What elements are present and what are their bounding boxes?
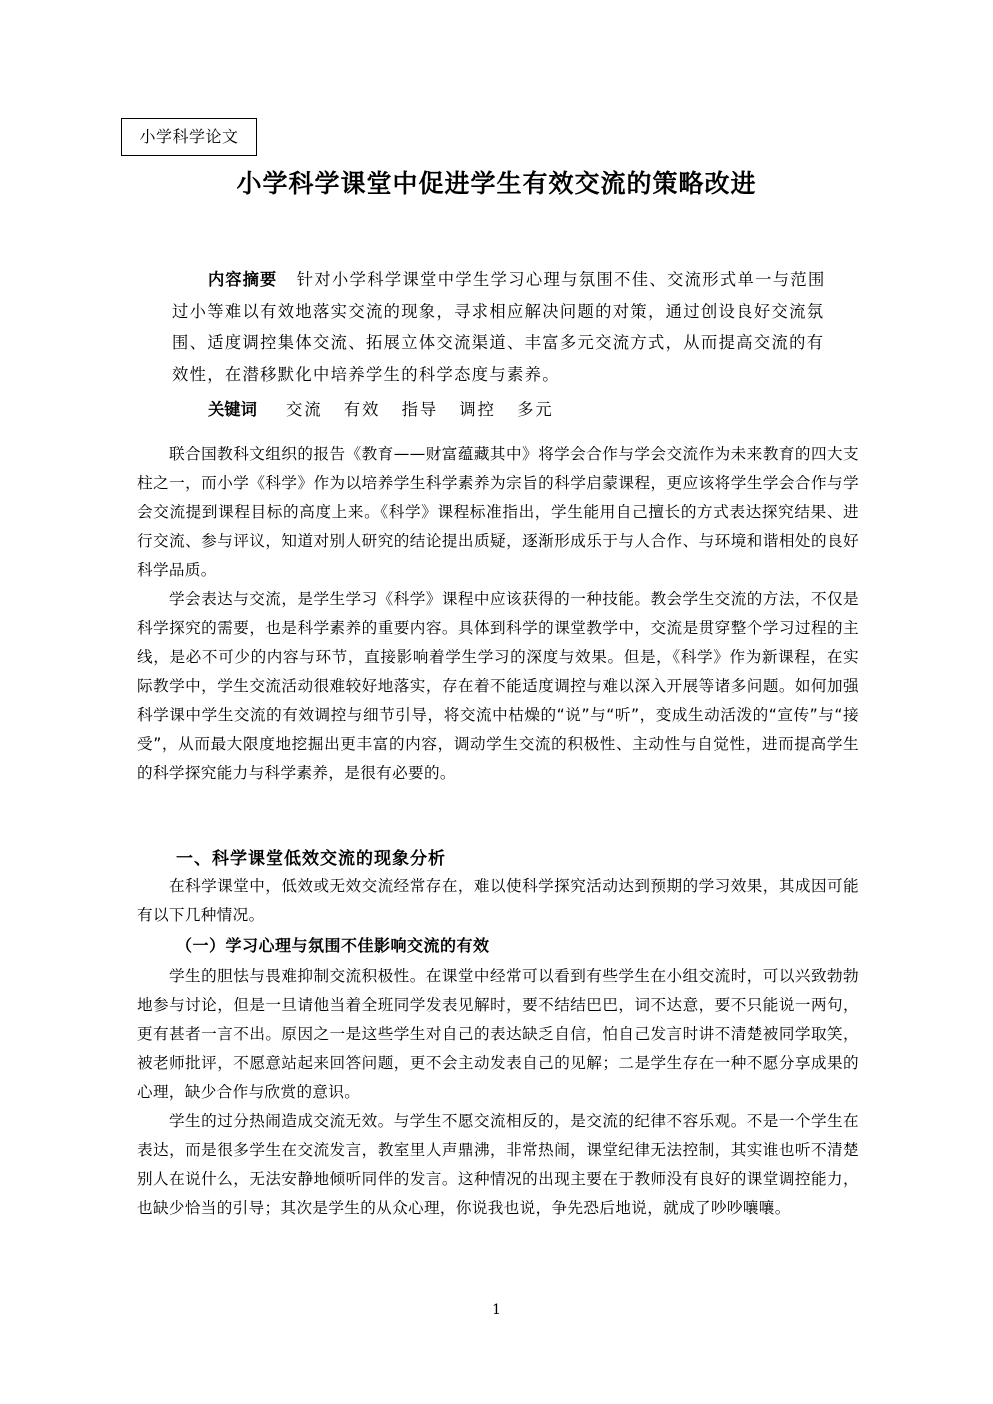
- subsection-heading: （一）学习心理与氛围不佳影响交流的有效: [176, 936, 490, 955]
- body-intro: [137, 440, 859, 788]
- keywords: [208, 396, 570, 420]
- paragraph-lead: 学生的过分热闹造成交流无效。: [169, 1112, 394, 1130]
- paragraph: 联合国教科文组织的报告《教育——财富蕴藏其中》将学会合作与学会交流作为未来教育的四大支柱之一，而小学《科学》作为以培养学生科学素养为宗旨的科学启蒙课程，更应该将学生学会合作与学会交流提到课程目标的高度上来。《科学》课程标准指出，学生能用自己擅长的方式表达探究结果、进行交流、参与评议，知道对别人研究的结论提出质疑，逐渐形成乐于与人合作、与环境和谐相处的良好科学品质。: [137, 445, 859, 579]
- paragraph-text: 与学生不愿交流相反的，是交流的纪律不容乐观。不是一个学生在表达，而是很多学生在交流发言，教室里人声鼎沸，非常热闹，课堂纪律无法控制，其实谁也听不清楚别人在说什么，无法安静地倾听同伴的发言。这种情况的出现主要在于教师没有良好的课堂调控能力，也缺少恰当的引导；其次是学生的从众心理，你说我也说，争先恐后地说，就成了吵吵嚷嚷。: [137, 1112, 859, 1217]
- keyword: 指导: [401, 400, 439, 419]
- keyword: 多元: [517, 400, 554, 419]
- abstract-text: 针对小学科学课堂中学生学习心理与氛围不佳、交流形式单一与范围: [296, 270, 826, 289]
- category-tag: 小学科学论文: [121, 118, 257, 156]
- page-number: 1: [492, 1302, 501, 1318]
- abstract-line: 效性，在潜移默化中培养学生的科学态度与素养。: [172, 364, 560, 384]
- abstract-line: [172, 264, 832, 296]
- subsection-body: [137, 962, 859, 1223]
- abstract-line: 围、适度调控集体交流、拓展立体交流渠道、丰富多元交流方式，从而提高交流的有: [172, 333, 825, 352]
- paragraph: 学会表达与交流，是学生学习《科学》课程中应该获得的一种技能。教会学生交流的方法，不仅是科学探究的需要，也是科学素养的重要内容。具体到科学的课堂教学中，交流是贯穿整个学习过程的主线，是必不可少的内容与环节，直接影响着学生学习的深度与效果。但是，《科学》作为新课程，在实际教学中，学生交流活动很难较好地落实，存在着不能适度调控与难以深入开展等诸多问题。如何加强科学课中学生交流的有效调控与细节引导，将交流中枯燥的“说”与“听”，变成生动活泼的“宣传”与“接受”，从而最大限度地挖掘出更丰富的内容，调动学生交流的积极性、主动性与自觉性，进而提高学生的科学探究能力与科学素养，是很有必要的。: [137, 590, 859, 782]
- section-intro: [137, 872, 859, 930]
- page-title: 小学科学课堂中促进学生有效交流的策略改进: [236, 169, 757, 198]
- paragraph-lead: 学生的胆怯与畏难抑制交流积极性。: [169, 967, 426, 985]
- paragraph-text: 在课堂中经常可以看到有些学生在小组交流时，可以兴致勃勃地参与讨论，但是一旦请他当着全班同学发表见解时，要不结结巴巴，词不达意，要不只能说一两句，更有甚者一言不出。原因之一是这些学生对自己的表达缺乏自信，怕自己发言时讲不清楚被同学取笑，被老师批评，不愿意站起来回答问题，更不会主动发表自己的见解；二是学生存在一种不愿分享成果的心理，缺少合作与欣赏的意识。: [137, 967, 859, 1101]
- keyword: 调控: [459, 400, 496, 419]
- keyword: 交流: [286, 400, 323, 419]
- abstract-label: 内容摘要: [208, 270, 278, 289]
- abstract: [172, 264, 832, 390]
- section-heading: 一、科学课堂低效交流的现象分析: [176, 849, 446, 869]
- paragraph: [137, 1107, 859, 1223]
- keyword: 有效: [343, 400, 381, 419]
- keywords-label: 关键词: [208, 400, 257, 419]
- paragraph: 在科学课堂中，低效或无效交流经常存在，难以使科学探究活动达到预期的学习效果，其成因可能有以下几种情况。: [137, 877, 859, 924]
- abstract-line: 过小等难以有效地落实交流的现象，寻求相应解决问题的对策，通过创设良好交流氛: [172, 301, 825, 321]
- paragraph: [137, 962, 859, 1107]
